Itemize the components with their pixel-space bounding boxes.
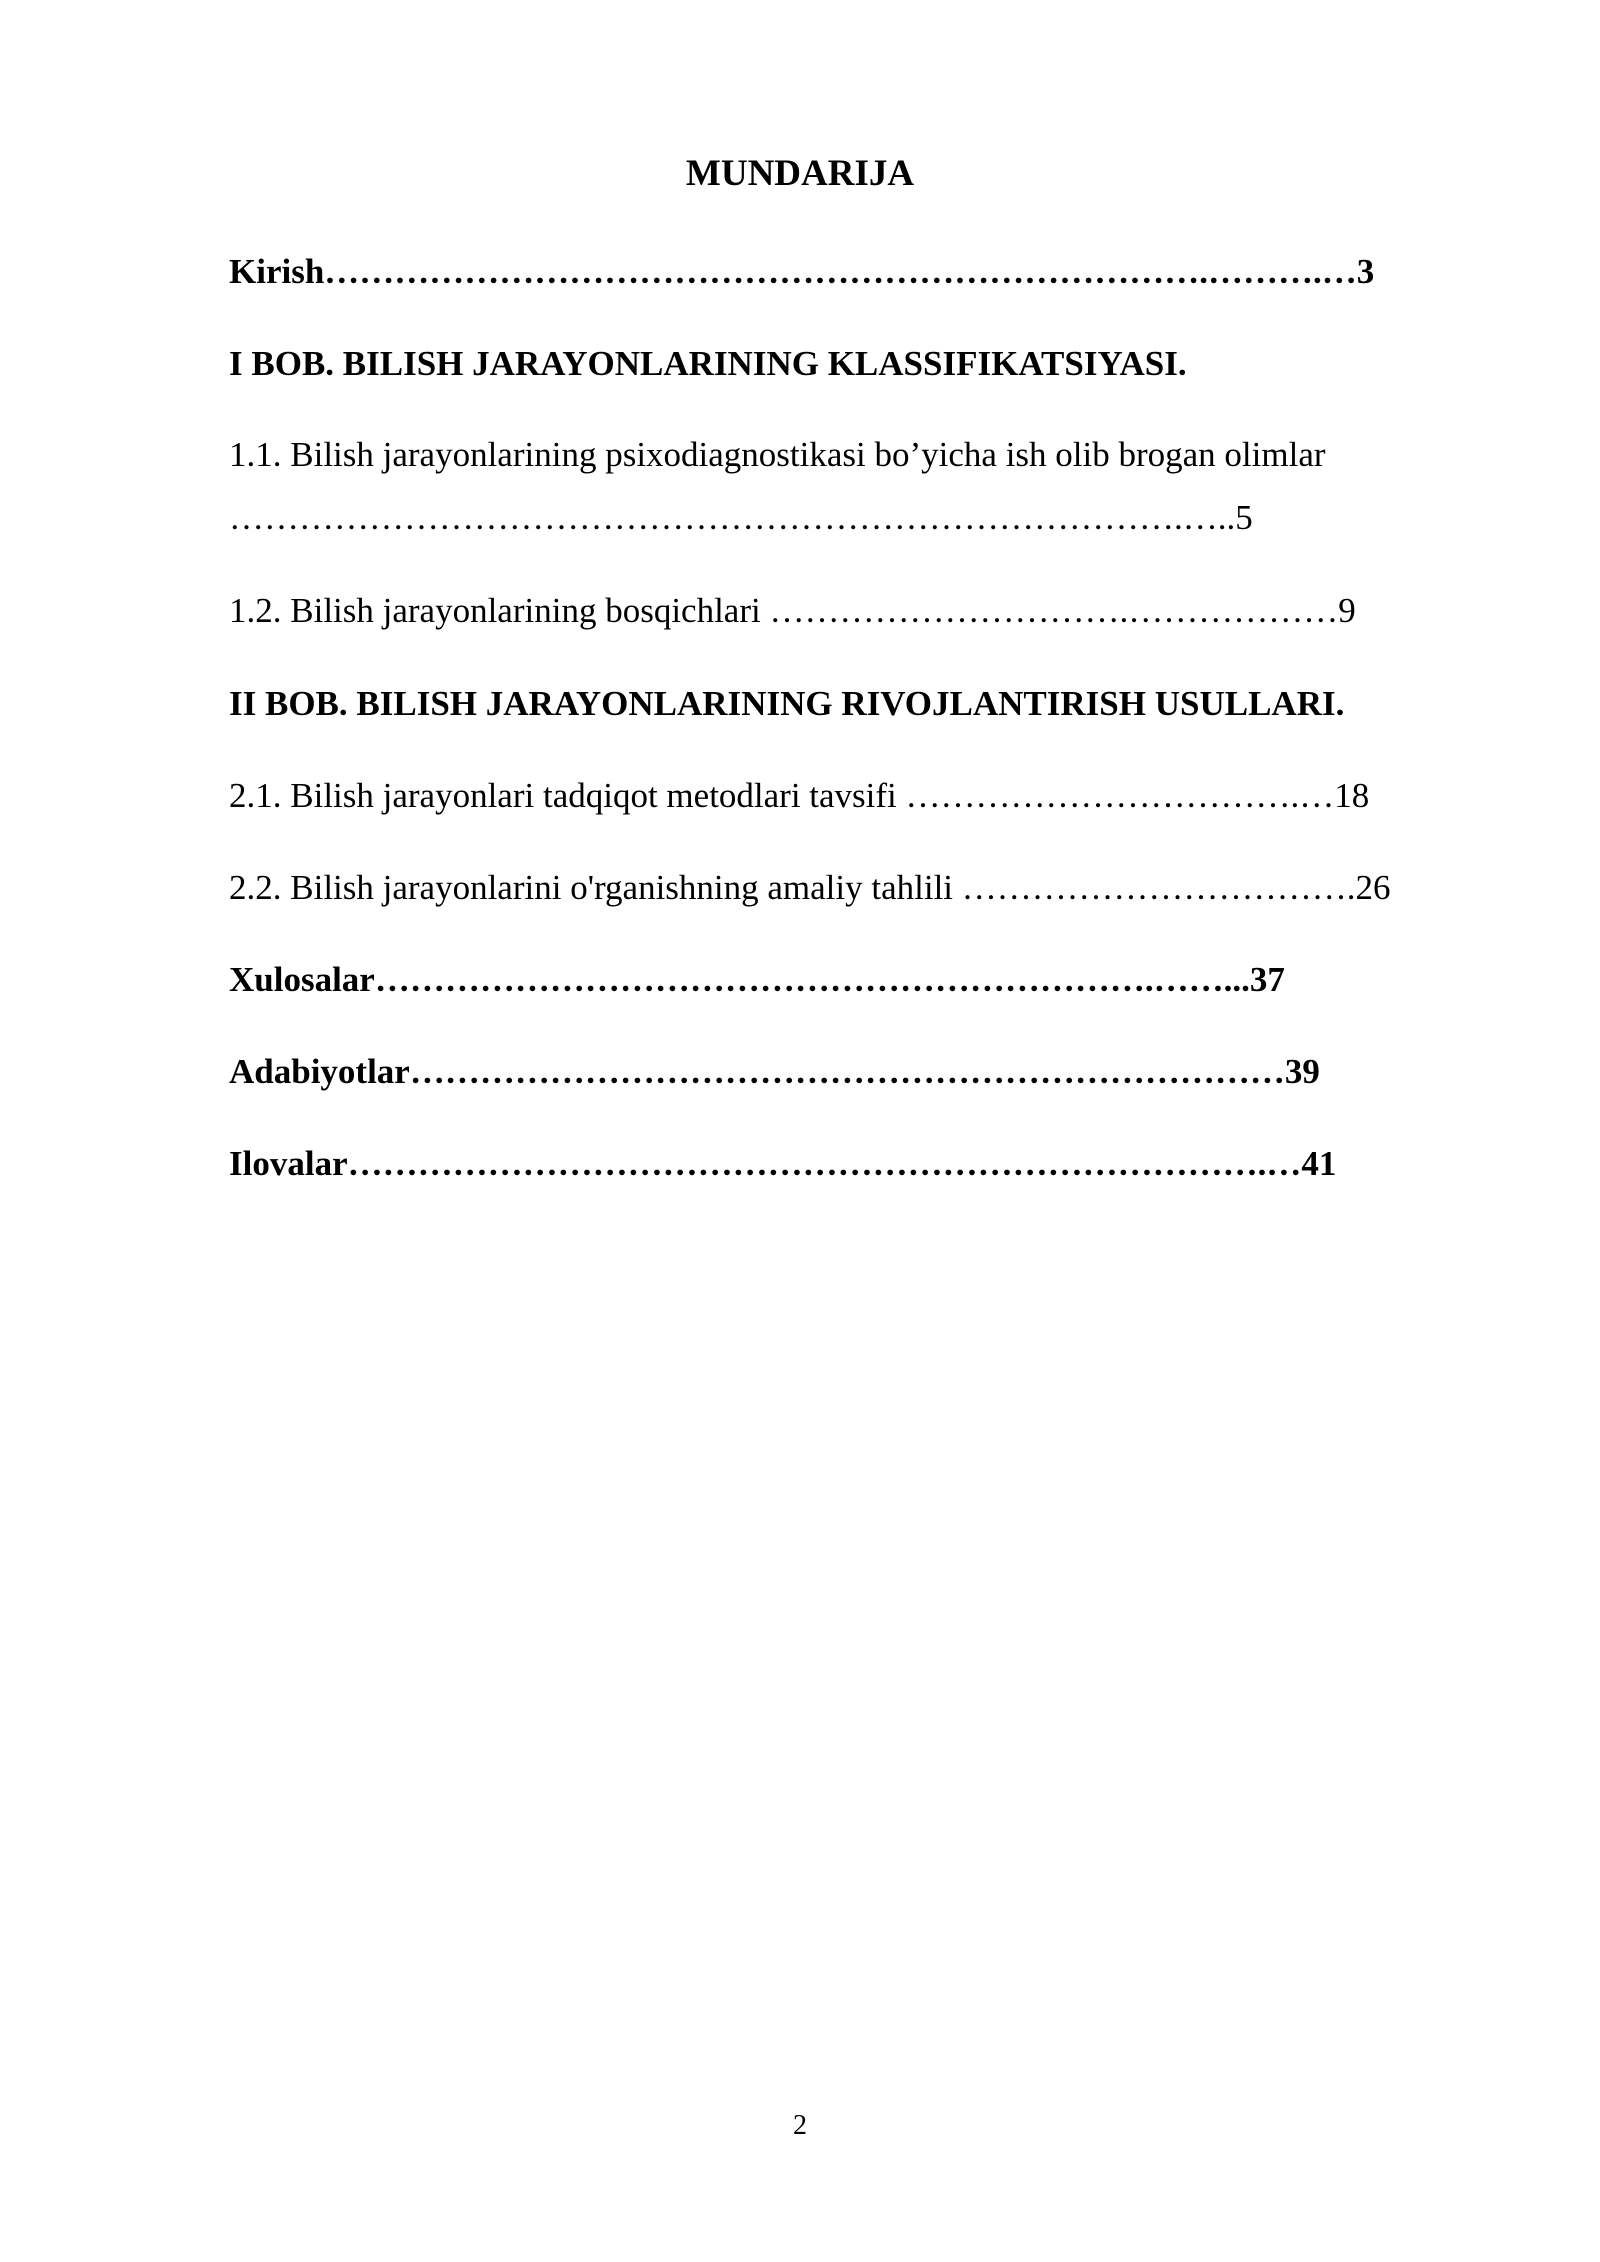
toc-entry-1-1-continuation: ……………………………………………………………………….…..5 <box>229 498 1253 537</box>
toc-entry-kirish: Kirish………………………………………………………………….……….…3 <box>229 252 1375 291</box>
toc-entry-xulosalar: Xulosalar………………………………………………………….……...37 <box>229 960 1285 999</box>
page-number: 2 <box>793 2110 807 2141</box>
toc-entry-2-2: 2.2. Bilish jarayonlarini o'rganishning amaliy tahlili …………………………….26 <box>229 868 1391 907</box>
toc-chapter-2-heading: II BOB. BILISH JARAYONLARINING RIVOJLANTIRISH USULLARI. <box>229 684 1345 723</box>
toc-entry-adabiyotlar: Adabiyotlar…………………………………………………………………39 <box>229 1052 1320 1091</box>
toc-chapter-1-heading: I BOB. BILISH JARAYONLARINING KLASSIFIKATSIYASI. <box>229 344 1187 383</box>
toc-entry-1-1: 1.1. Bilish jarayonlarining psixodiagnostikasi bo’yicha ish olib brogan olimlar <box>229 435 1326 474</box>
toc-entry-1-2: 1.2. Bilish jarayonlarining bosqichlari ………………………….………………9 <box>229 591 1356 630</box>
toc-entry-2-1: 2.1. Bilish jarayonlari tadqiqot metodlari tavsifi …………………………….…18 <box>229 776 1370 815</box>
toc-entry-ilovalar: Ilovalar…………………………………………………………………….…41 <box>229 1144 1337 1183</box>
toc-title: MUNDARIJA <box>685 153 915 194</box>
